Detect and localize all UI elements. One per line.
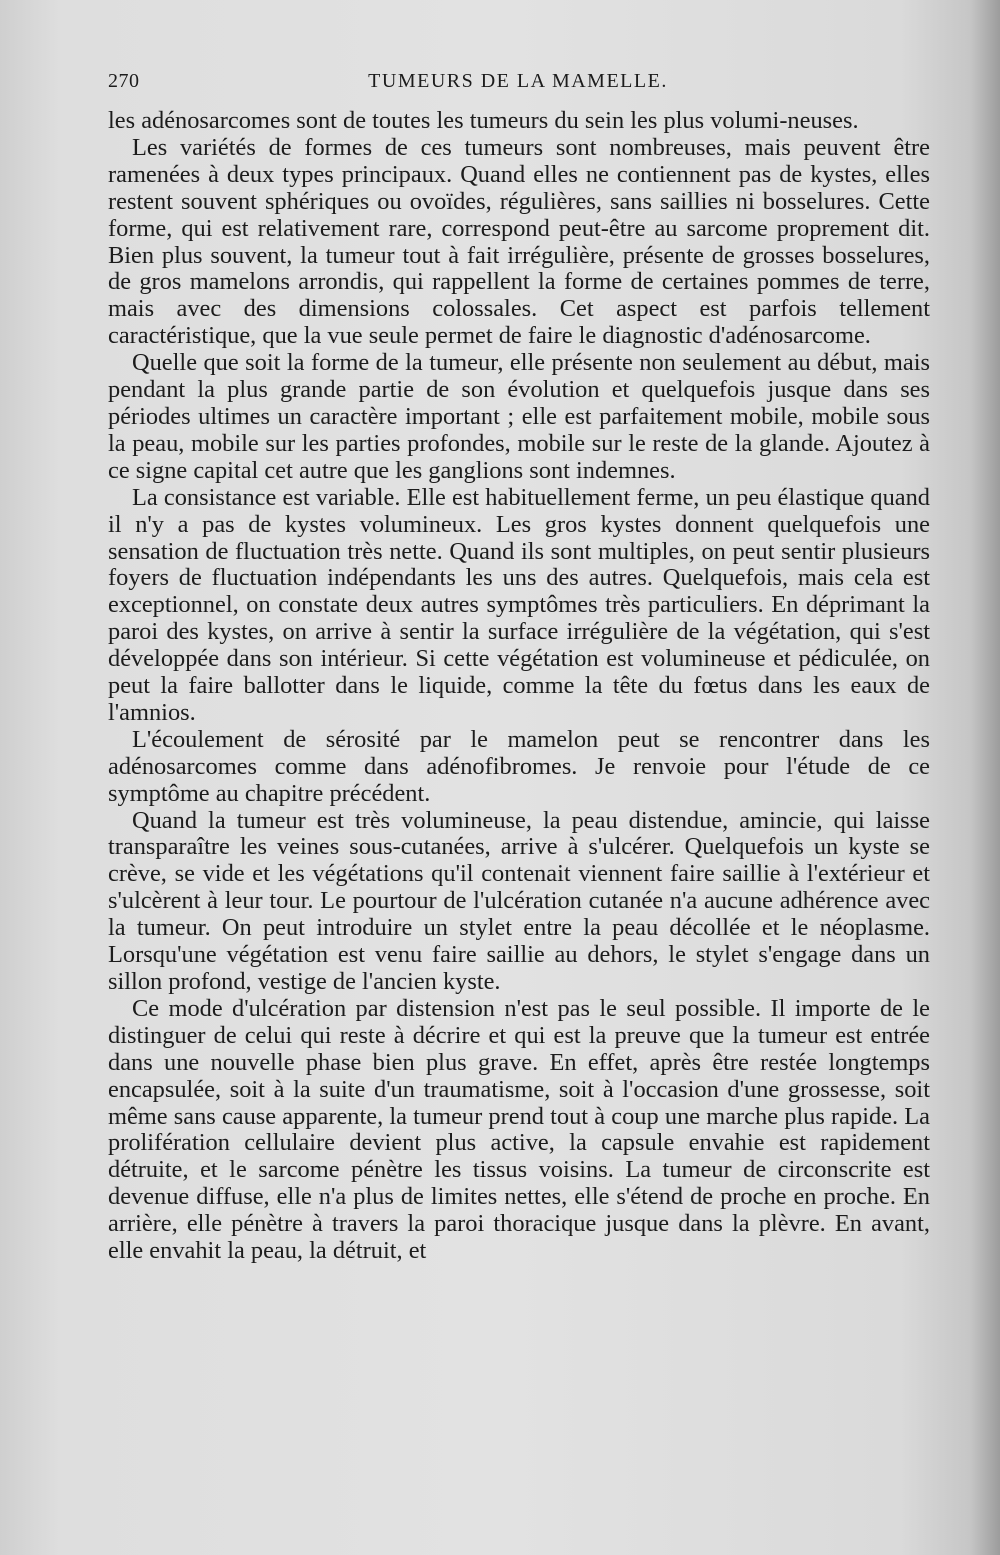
running-title: TUMEURS DE LA MAMELLE. xyxy=(368,70,668,92)
paragraph-ulceration: Quand la tumeur est très volumineuse, la peau distendue, amincie, qui laisse transparaître les veines sous-cutanées, arrive à s'ulcérer. Quelquefois un kyste se crève, se vide et les végétations qu'il contenait viennent faire saillie à l'extérieur et s'ulcèrent à leur tour. Le pourtour de l'ulcération cutanée n'a aucune adhérence avec la tumeur. On peut introduire un stylet entre la peau décollée et le néoplasme. Lorsqu'une végétation est venu faire saillie au dehors, le stylet s'engage dans un sillon profond, vestige de l'ancien kyste. xyxy=(108,806,930,995)
paragraph-serosity: L'écoulement de sérosité par le mamelon peut se rencontrer dans les adénosarcomes comme dans adénofibromes. Je renvoie pour l'étude de ce symptôme au chapitre précédent. xyxy=(108,725,930,807)
page-number: 270 xyxy=(108,70,140,92)
paragraph-mobility: Quelle que soit la forme de la tumeur, elle présente non seulement au début, mais pendant la plus grande partie de son évolution et quelquefois jusque dans ses périodes ultimes un caractère important ; elle est parfaitement mobile, mobile sous la peau, mobile sur les parties profondes, mobile sur le reste de la glande. Ajoutez à ce signe capital cet autre que les ganglions sont indemnes. xyxy=(108,349,930,484)
paragraph-continuation: les adénosarcomes sont de toutes les tumeurs du sein les plus volumi-neuses. xyxy=(108,107,859,134)
paragraph-consistency: La consistance est variable. Elle est habituellement ferme, un peu élastique quand il n'y a pas de kystes volumineux. Les gros kystes donnent quelquefois une sensation de fluctuation très nette. Quand ils sont multiples, on peut sentir plusieurs foyers de fluctuation indépendants les uns des autres. Quelquefois, mais cela est exceptionnel, on constate deux autres symptômes très particuliers. En déprimant la paroi des kystes, on arrive à sentir la surface irrégulière de la végétation, qui s'est développée dans son intérieur. Si cette végétation est volumineuse et pédiculée, on peut la faire ballotter dans le liquide, comme la tête du fœtus dans les eaux de l'amnios. xyxy=(108,483,930,726)
paragraph-distension: Ce mode d'ulcération par distension n'est pas le seul possible. Il importe de le distinguer de celui qui reste à décrire et qui est la preuve que la tumeur est entrée dans une nouvelle phase bien plus grave. En effet, après être restée longtemps encapsulée, soit à la suite d'un traumatisme, soit à l'occasion d'une grossesse, soit même sans cause apparente, la tumeur prend tout à coup une marche plus rapide. La prolifération cellulaire devient plus active, la capsule envahie est rapidement détruite, et le sarcome pénètre les tissus voisins. La tumeur de circonscrite est devenue diffuse, elle n'a plus de limites nettes, elle s'étend de proche en proche. En arrière, elle pénètre à travers la paroi thoracique jusque dans la plèvre. En avant, elle envahit la peau, la détruit, et xyxy=(108,994,930,1265)
paragraph-tumor-forms: Les variétés de formes de ces tumeurs sont nombreuses, mais peuvent être ramenées à deux types principaux. Quand elles ne contiennent pas de kystes, elles restent souvent sphériques ou ovoïdes, régulières, sans saillies ni bosselures. Cette forme, qui est relativement rare, correspond peut-être au sarcome proprement dit. Bien plus souvent, la tumeur tout à fait irrégulière, présente de grosses bosselures, de gros mamelons arrondis, qui rappellent la forme de certaines pommes de terre, mais avec des dimensions colossales. Cet aspect est parfois tellement caractéristique, que la vue seule permet de faire le diagnostic d'adénosarcome. xyxy=(108,133,930,350)
page-header xyxy=(108,70,928,96)
body-text xyxy=(108,108,930,1265)
